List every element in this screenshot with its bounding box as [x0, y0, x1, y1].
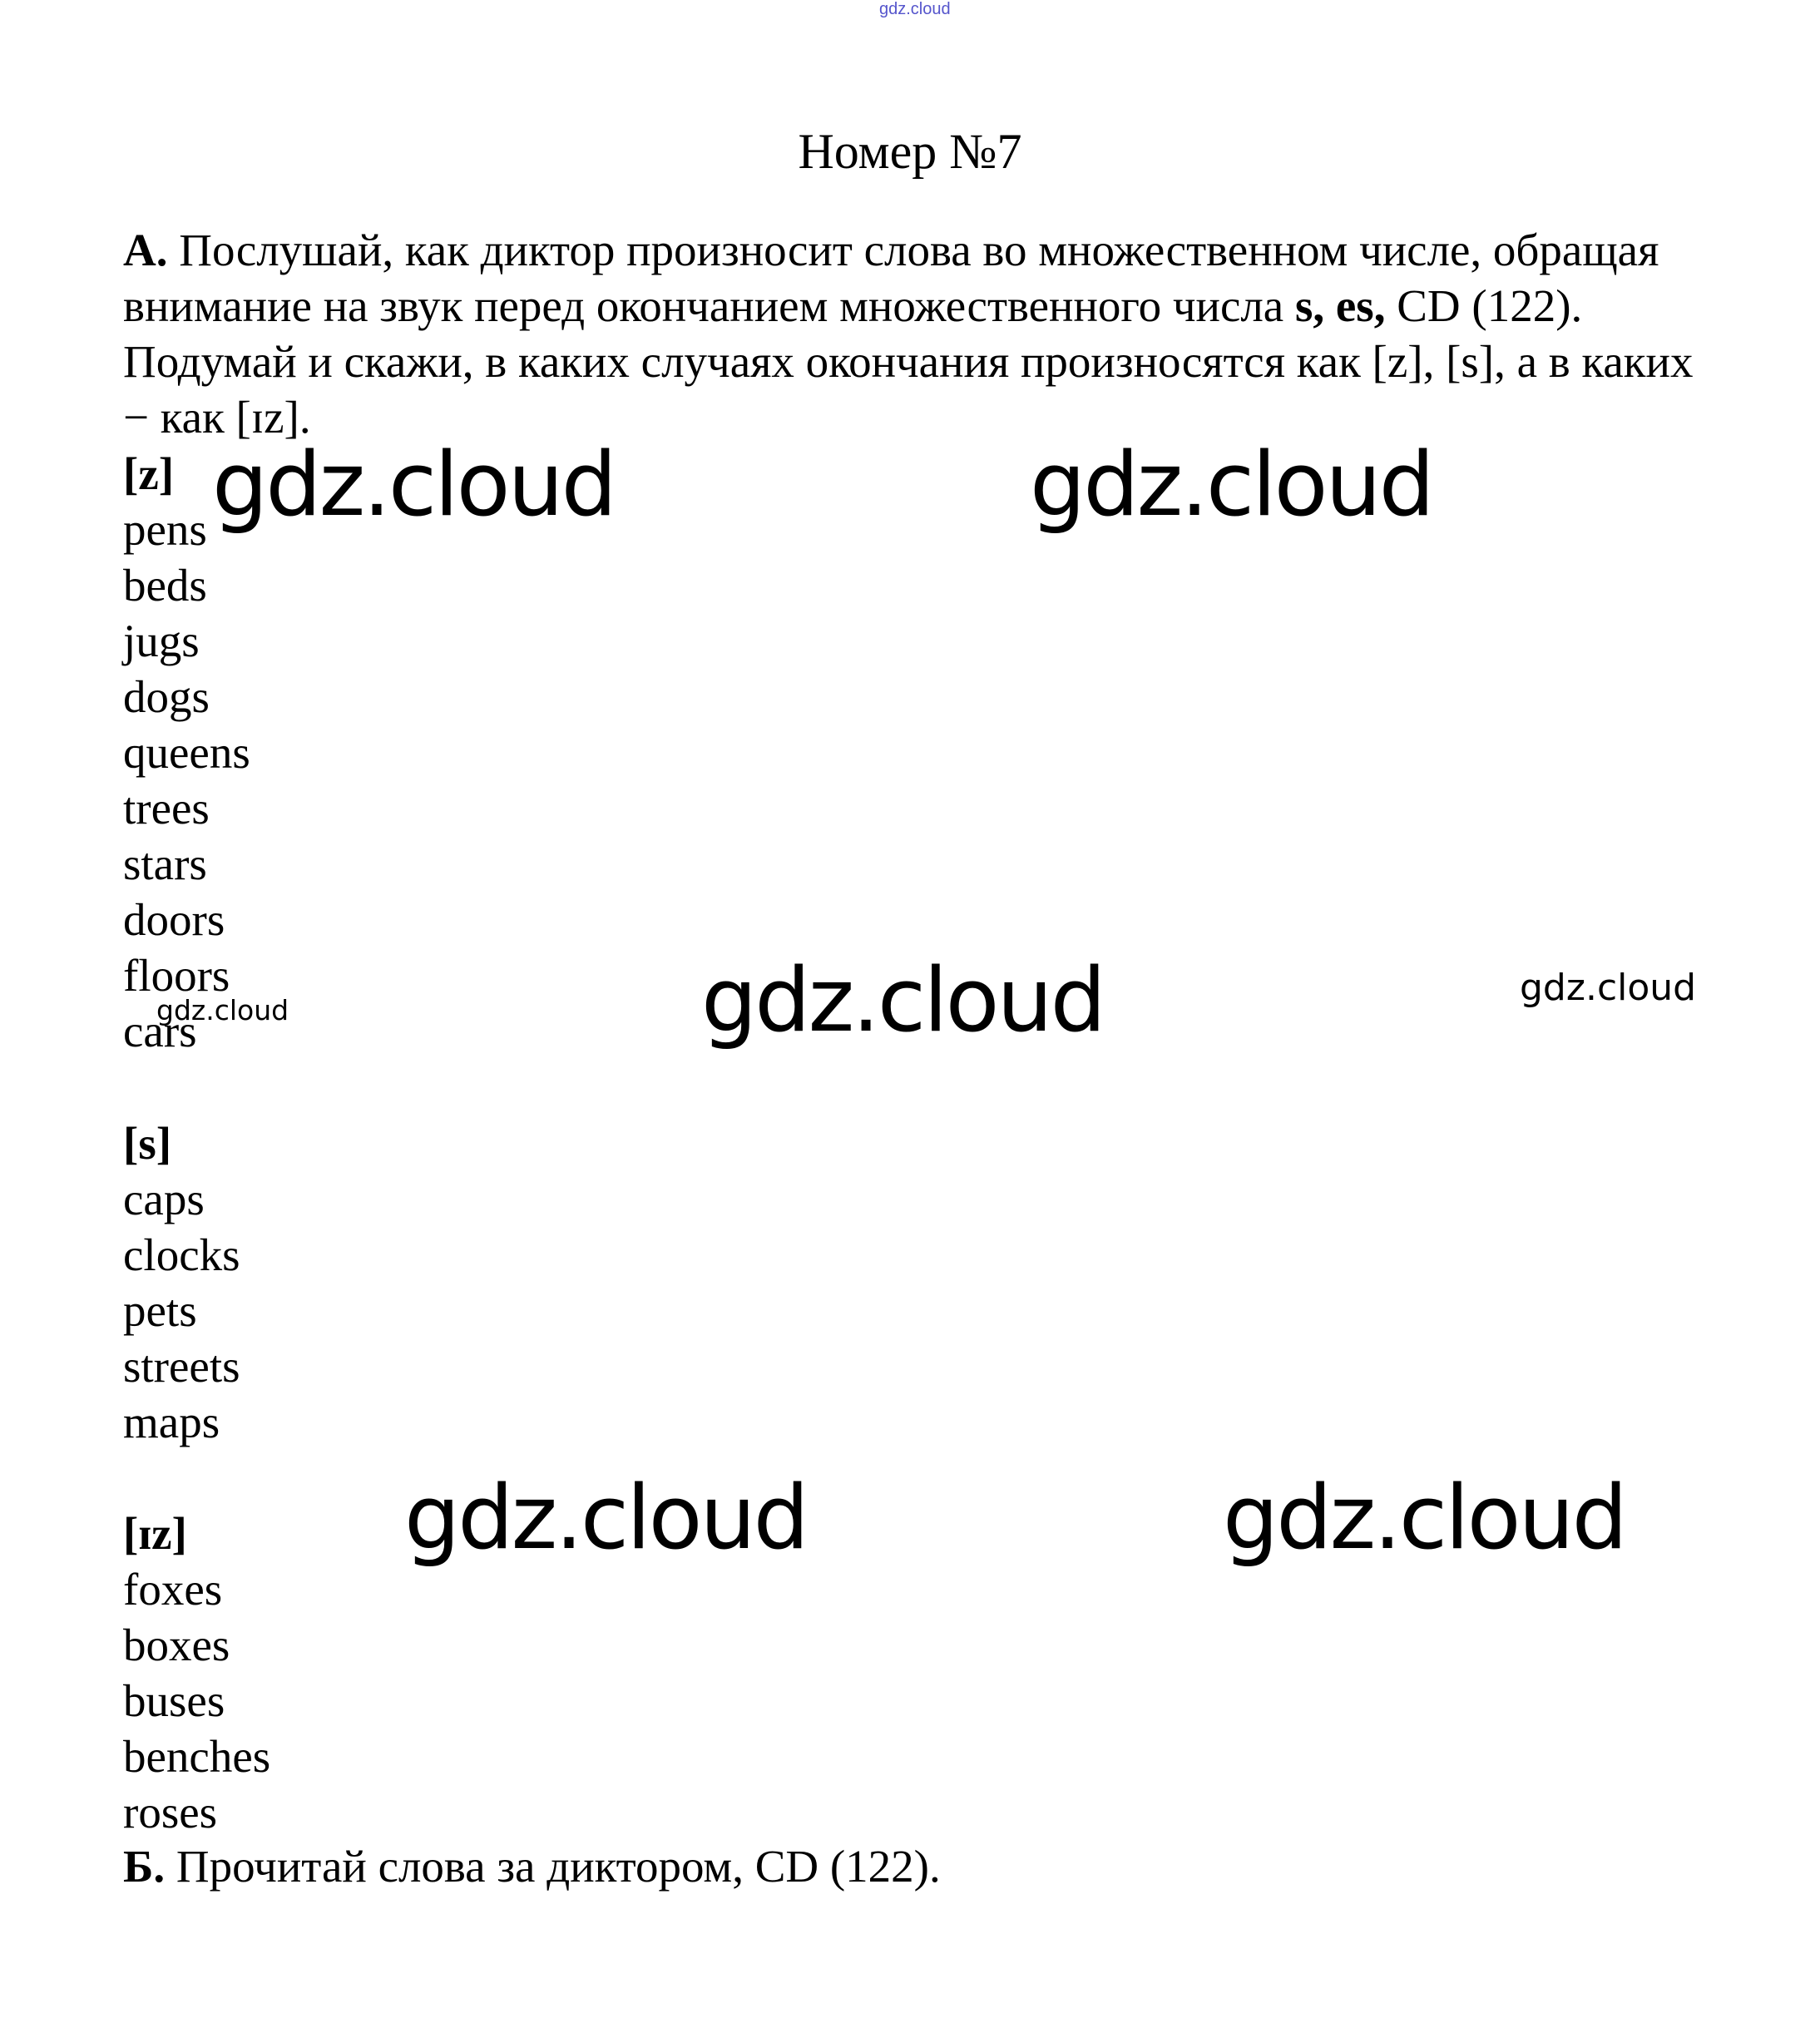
group-heading-s: [s]	[123, 1118, 172, 1169]
word-group-z	[123, 446, 250, 1059]
top-watermark: gdz.cloud	[879, 0, 951, 18]
task-a-bold-endings: s, es,	[1294, 280, 1386, 331]
watermark: gdz.cloud	[1030, 433, 1432, 536]
list-item: maps	[123, 1397, 220, 1447]
list-item: jugs	[123, 616, 200, 666]
group-heading-z: [z]	[123, 448, 175, 499]
list-item: boxes	[123, 1620, 230, 1670]
page-title: Номер №7	[798, 124, 1022, 179]
list-item: pens	[123, 504, 207, 555]
list-item: beds	[123, 560, 207, 611]
list-item: roses	[123, 1787, 218, 1837]
list-item: floors	[123, 950, 230, 1001]
list-item: cars	[123, 1006, 197, 1056]
list-item: doors	[123, 894, 225, 945]
watermark: gdz.cloud	[156, 994, 289, 1026]
watermark: gdz.cloud	[1520, 967, 1697, 1009]
task-a-paragraph	[123, 222, 1712, 445]
watermark: gdz.cloud	[701, 949, 1104, 1051]
list-item: pets	[123, 1285, 197, 1336]
group-heading-iz: [ɪz]	[123, 1508, 187, 1559]
watermark: gdz.cloud	[212, 433, 615, 536]
task-a-label: А.	[123, 225, 168, 275]
list-item: trees	[123, 783, 210, 833]
task-a-text-1: Послушай, как диктор произносит слова во множественном числе, обращая внимание на звук перед окончанием множественного числа	[123, 225, 1659, 331]
list-item: streets	[123, 1341, 240, 1392]
watermark: gdz.cloud	[404, 1467, 807, 1569]
task-b-paragraph	[123, 1838, 1712, 1894]
watermark: gdz.cloud	[1223, 1467, 1625, 1569]
list-item: benches	[123, 1731, 271, 1782]
list-item: foxes	[123, 1564, 223, 1615]
list-item: queens	[123, 727, 250, 778]
task-b-text: Прочитай слова за диктором, CD (122).	[165, 1841, 941, 1892]
word-group-s	[123, 1115, 240, 1450]
word-group-iz	[123, 1506, 270, 1840]
list-item: buses	[123, 1675, 225, 1726]
list-item: clocks	[123, 1229, 240, 1280]
list-item: dogs	[123, 671, 210, 722]
task-b-label: Б.	[123, 1841, 166, 1892]
task-a-text-2: CD (122). Подумай и скажи, в каких случаях окончания произносятся как [z], [s], а в каких − как [ɪz].	[123, 280, 1694, 443]
list-item: caps	[123, 1174, 205, 1224]
list-item: stars	[123, 838, 207, 889]
